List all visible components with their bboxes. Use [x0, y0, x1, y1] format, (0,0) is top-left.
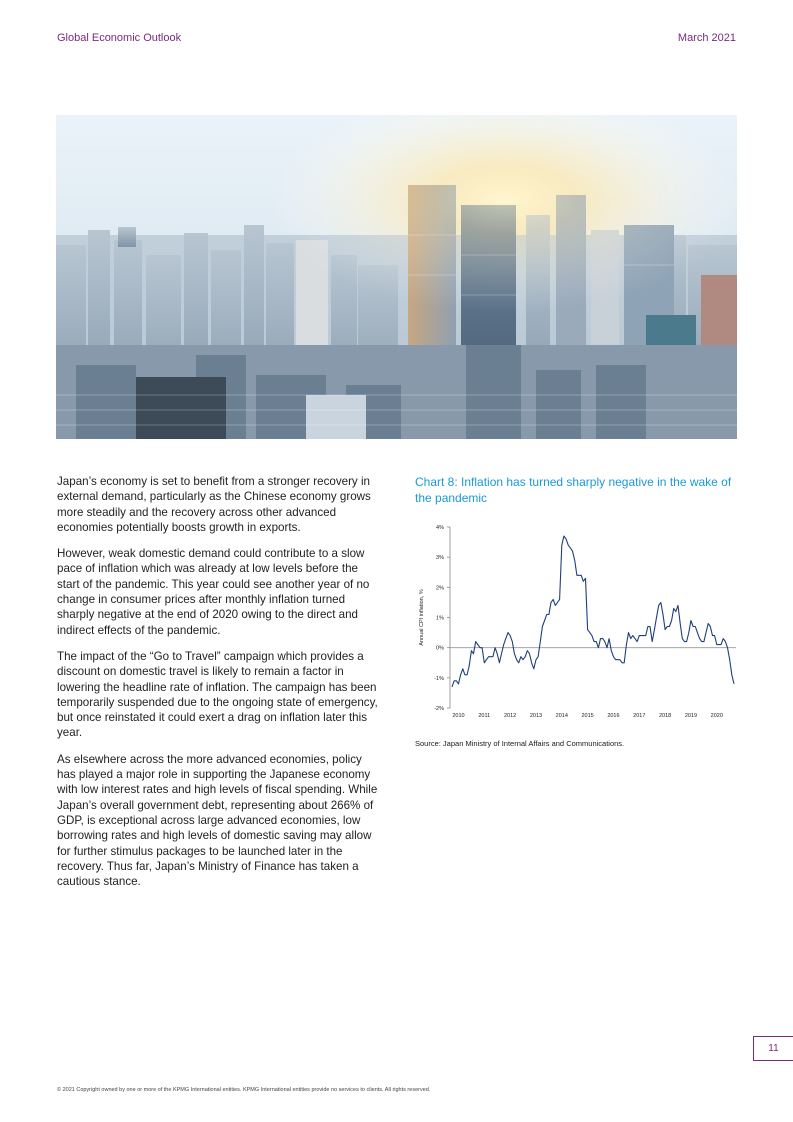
y-tick-label: 2%	[436, 585, 444, 592]
chart-source: Source: Japan Ministry of Internal Affairs and Communications.	[415, 739, 625, 748]
paragraph: Japan’s economy is set to benefit from a stronger recovery in external demand, particularly as the Chinese economy grows more steadily and the recovery across other advanced economies potentially boosts growth in exports.	[57, 475, 371, 534]
y-tick-label: -2%	[434, 706, 444, 712]
y-tick-label: 0%	[436, 645, 444, 652]
footer-copyright: © 2021 Copyright owned by one or more of the KPMG International entities. KPMG International entities provide no services to clients. All rights reserved.	[57, 1087, 431, 1093]
chart-svg	[411, 520, 741, 725]
x-tick-label: 2017	[633, 713, 646, 719]
x-tick-label: 2011	[478, 713, 491, 719]
y-tick-label: 3%	[436, 555, 444, 562]
x-tick-label: 2013	[529, 713, 543, 719]
inflation-chart	[411, 520, 741, 725]
body-text	[57, 474, 379, 900]
chart-title: Chart 8: Inflation has turned sharply negative in the wake of the pandemic	[415, 475, 732, 505]
x-tick-label: 2016	[607, 713, 620, 719]
x-tick-label: 2020	[710, 713, 723, 719]
header-date: March 2021	[677, 32, 736, 44]
paragraph: However, weak domestic demand could contribute to a slow pace of inflation which was already at low levels before the start of the pandemic. This year could see another year of no change in consumer prices after monthly inflation turned sharply negative at the end of 2020 owing to the direct and indirect effects of the pandemic.	[57, 547, 370, 637]
y-tick-label: 1%	[436, 615, 444, 622]
x-tick-label: 2010	[452, 713, 465, 719]
cpi-inflation-line	[452, 536, 734, 687]
x-tick-label: 2018	[658, 713, 672, 719]
y-axis-label: Annual CPI inflation, %	[419, 589, 425, 646]
header-title: Global Economic Outlook	[57, 32, 182, 44]
paragraph: The impact of the “Go to Travel” campaign which provides a discount on domestic travel is likely to remain a factor in lowering the headline rate of inflation. The campaign has been temporarily suspended due to the ongoing state of emergency, but once reinstated it could exert a drag on inflation later this year.	[57, 649, 378, 740]
paragraph: As elsewhere across the more advanced economies, policy has played a major role in supporting the Japanese economy with low interest rates and high levels of fiscal spending. While Japan’s overall government debt, representing about 266% of GDP, is exceptional across large advanced economies, low borrowing rates and high levels of domestic saving may allow for further stimulus packages to be launched later in the recovery. Thus far, Japan’s Ministry of Finance has taken a cautious stance.	[57, 752, 378, 889]
y-tick-label: 4%	[436, 525, 444, 531]
x-tick-label: 2012	[503, 713, 517, 719]
x-tick-label: 2014	[555, 713, 568, 719]
y-tick-label: -1%	[434, 675, 444, 682]
x-tick-label: 2015	[581, 713, 594, 719]
page-number: 11	[753, 1036, 793, 1061]
tokyo-skyline-photo	[56, 115, 737, 439]
x-tick-label: 2019	[684, 713, 698, 719]
